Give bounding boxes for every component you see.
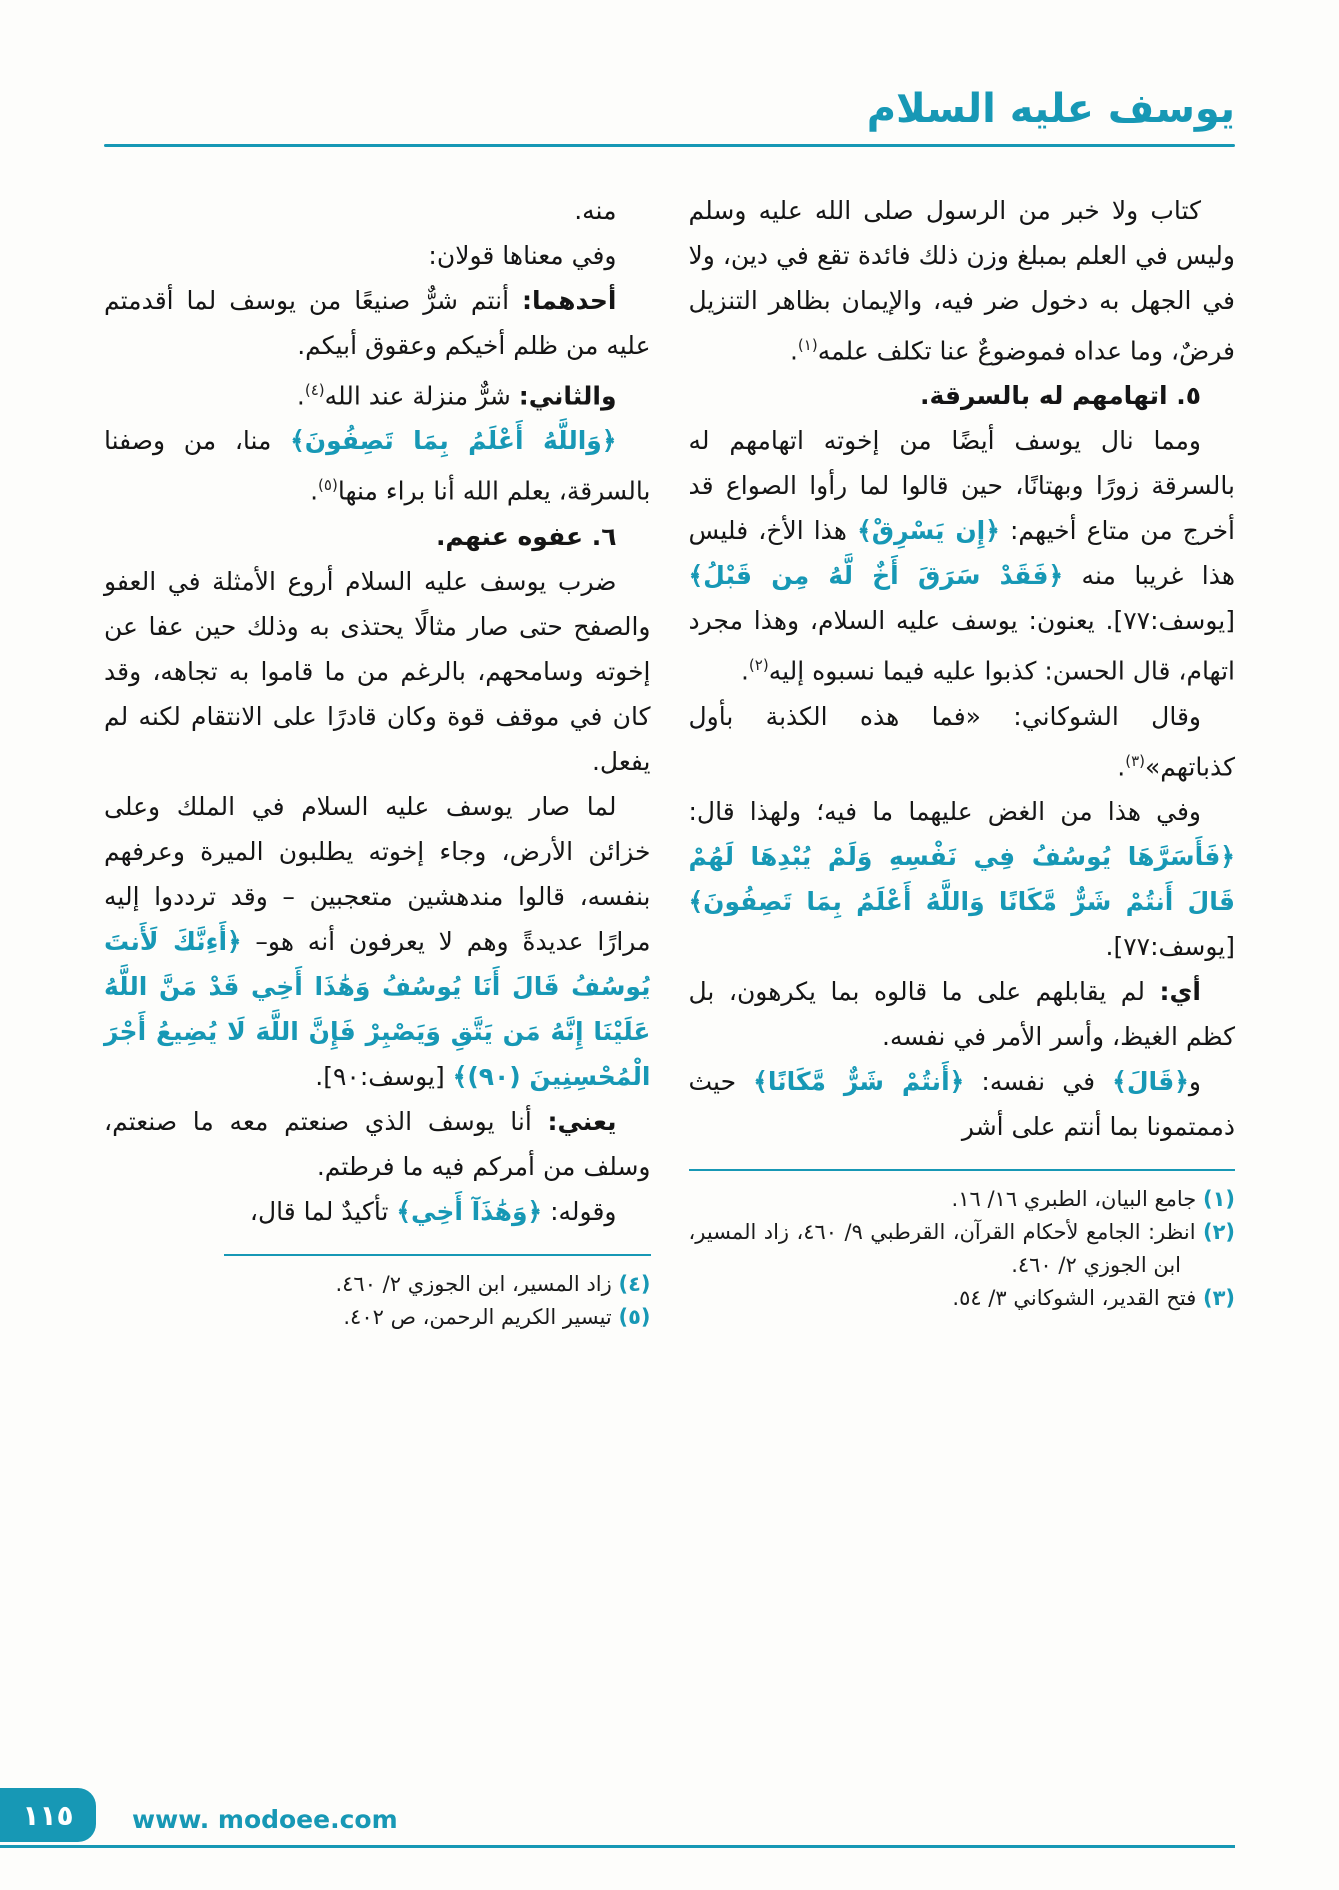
- page-content: [104, 188, 1235, 1750]
- paragraph: [689, 418, 1236, 693]
- paragraph: [104, 784, 651, 1099]
- footnote-ref: (٢): [748, 656, 769, 675]
- footnote-ref: (٣): [1125, 751, 1145, 770]
- paragraph: [104, 188, 651, 233]
- text-run: منه.: [574, 196, 617, 225]
- footnote-ref: (٤): [304, 381, 325, 399]
- section-heading: [689, 373, 1236, 418]
- page-number: ١١٥: [22, 1798, 74, 1832]
- footnote: [689, 1282, 1236, 1315]
- footnote-number: (٣): [1202, 1285, 1235, 1310]
- footnote-list-left: [104, 1268, 651, 1334]
- footnote-number: (٢): [1202, 1219, 1236, 1244]
- footnote-text: تيسير الكريم الرحمن، ص ٤٠٢.: [343, 1304, 619, 1329]
- page-number-badge: [0, 1788, 96, 1842]
- chapter-title: يوسف عليه السلام: [866, 86, 1235, 132]
- quran-verse: ﴿فَقَدْ سَرَقَ أَخٌ لَّهُ مِن قَبْلُ﴾: [688, 561, 1064, 591]
- text-run: .: [789, 336, 798, 366]
- text-run: و: [1188, 1066, 1201, 1096]
- footnote-number: (٤): [618, 1271, 651, 1296]
- paragraph: [104, 1099, 651, 1189]
- quran-verse: ﴿أَنتُمْ شَرٌّ مَّكَانًا﴾: [753, 1066, 965, 1096]
- paragraph: [689, 1059, 1236, 1149]
- text-run: في نفسه:: [964, 1066, 1113, 1096]
- footnote-text: انظر: الجامع لأحكام القرآن، القرطبي ٩/ ٤٦٠، زاد المسير، ابن الجوزي ٢/ ٤٦٠.: [688, 1219, 1203, 1277]
- paragraph: [104, 368, 651, 418]
- paragraph: [689, 188, 1236, 373]
- footnote-text: جامع البيان، الطبري ١٦/ ١٦.: [951, 1186, 1203, 1211]
- text-run: لما صار يوسف عليه السلام في الملك وعلى خزائن الأرض، وجاء إخوته يطلبون الميرة وعرفهم بنفسه، قالوا مندهشين متعجبين – وقد ترددوا إليه مرارًا عديدةً وهم لا يعرفون أنه هو–: [104, 791, 651, 956]
- text-run: والثاني:: [518, 381, 617, 411]
- paragraph: [104, 1189, 651, 1234]
- header-divider: [104, 144, 1235, 147]
- text-run: أحدهما:: [521, 286, 617, 315]
- footnote-number: (٥): [618, 1304, 651, 1329]
- text-run: أي:: [1159, 976, 1201, 1006]
- footnote-number: (١): [1202, 1186, 1235, 1211]
- quran-verse: ﴿قَالَ﴾: [1112, 1066, 1189, 1096]
- text-run: ٦. عفوه عنهم.: [435, 521, 617, 551]
- quran-verse: ﴿إِن يَسْرِقْ﴾: [857, 516, 1000, 546]
- column-left-body: [104, 188, 651, 1234]
- quran-verse: ﴿وَهَٰذَآ أَخِي﴾: [396, 1196, 543, 1226]
- text-run: ضرب يوسف عليه السلام أروع الأمثلة في العفو والصفح حتى صار مثالًا يحتذى به وذلك حين عفا عن إخوته وسامحهم، بالرغم من ما قاموا به تجاهه، وقد كان في موقف قوة وكان قادرًا على الانتقام لكنه لم يفعل.: [104, 566, 651, 776]
- column-right-body: [689, 188, 1236, 1149]
- text-run: .: [1117, 751, 1126, 781]
- text-run: لم يقابلهم على ما قالوه بما يكرهون، بل كظم الغيظ، وأسر الأمر في نفسه.: [688, 976, 1235, 1051]
- text-run: .: [740, 656, 749, 686]
- footnote-list-right: [689, 1183, 1236, 1315]
- text-run: هذا الأخ، فليس هذا غريبا منه: [688, 516, 1235, 591]
- footnote: [104, 1301, 651, 1334]
- paragraph: [104, 233, 651, 278]
- text-run: حيث ذممتمونا بما أنتم على أشر: [688, 1066, 1235, 1141]
- paragraph: [104, 418, 651, 513]
- text-run: وقوله:: [542, 1196, 617, 1226]
- text-run: [يوسف:٩٠].: [315, 1061, 453, 1091]
- paragraph: [689, 969, 1236, 1059]
- text-run: ومما نال يوسف أيضًا من إخوته اتهامهم له بالسرقة زورًا وبهتانًا، حين قالوا لما رأوا الصواع قد أخرج من متاع أخيهم:: [688, 426, 1236, 546]
- footnote-ref: (٥): [318, 476, 338, 495]
- text-run: ٥. اتهامهم له بالسرقة.: [919, 381, 1201, 411]
- website-url: www. modoee.com: [132, 1805, 398, 1834]
- text-run: [يوسف:٧٧]. يعنون: يوسف عليه السلام، وهذا مجرد اتهام، قال الحسن: كذبوا عليه فيما نسبوه إليه: [688, 606, 1235, 686]
- text-run: منا، من وصفنا بالسرقة، يعلم الله أنا براء منها: [104, 426, 651, 506]
- footnotes-right: [689, 1169, 1236, 1315]
- text-run: تأكيدٌ لما قال،: [249, 1196, 397, 1226]
- footnote: [689, 1183, 1236, 1216]
- text-run: وفي هذا من الغض عليهما ما فيه؛ ولهذا قال:: [688, 796, 1201, 826]
- footnote: [104, 1268, 651, 1301]
- paragraph: [689, 694, 1236, 789]
- text-run: أنا يوسف الذي صنعتم معه ما صنعتم، وسلف من أمركم فيه ما فرطتم.: [104, 1106, 651, 1181]
- quran-verse: ﴿وَاللَّهُ أَعْلَمُ بِمَا تَصِفُونَ﴾: [290, 426, 617, 456]
- footnote-text: زاد المسير، ابن الجوزي ٢/ ٤٦٠.: [335, 1271, 619, 1296]
- text-run: يعني:: [547, 1106, 617, 1136]
- page-header: [104, 86, 1235, 147]
- column-right: [689, 188, 1236, 1750]
- quran-verse: ﴿فَأَسَرَّهَا يُوسُفُ فِي نَفْسِهِ وَلَمْ يُبْدِهَا لَهُمْ قَالَ أَنتُمْ شَرٌّ مَّكَانًا وَاللَّهُ أَعْلَمُ بِمَا تَصِفُونَ﴾: [688, 841, 1235, 916]
- section-heading: [104, 514, 651, 559]
- footnote-divider-right: [689, 1169, 1236, 1171]
- footnote: [689, 1216, 1236, 1282]
- text-run: كتاب ولا خبر من الرسول صلى الله عليه وسلم وليس في العلم بمبلغ وزن ذلك فائدة تقع في دين، ولا في الجهل به دخول ضر فيه، والإيمان بظاهر التنزيل فرضٌ، وما عداه فموضوعٌ عنا تكلف علمه: [688, 196, 1235, 366]
- text-run: أنتم شرٌّ صنيعًا من يوسف لما أقدمتم عليه من ظلم أخيكم وعقوق أبيكم.: [104, 286, 651, 360]
- footnotes-left: [104, 1254, 651, 1334]
- text-run: وفي معناها قولان:: [428, 241, 617, 270]
- paragraph: [104, 278, 651, 368]
- quran-verse: ﴿أَءِنَّكَ لَأَنتَ يُوسُفُ قَالَ أَنَا يُوسُفُ وَهَٰذَا أَخِي قَدْ مَنَّ اللَّهُ عَلَيْنَا إِنَّهُ مَن يَتَّقِ وَيَصْبِرْ فَإِنَّ اللَّهَ لَا يُضِيعُ أَجْرَ الْمُحْسِنِينَ (٩٠)﴾: [104, 926, 651, 1091]
- footer-divider: [0, 1845, 1235, 1848]
- footnote-text: فتح القدير، الشوكاني ٣/ ٥٤.: [952, 1285, 1203, 1310]
- text-run: شرٌّ منزلة عند الله: [324, 381, 519, 411]
- text-run: وقال الشوكاني: «فما هذه الكذبة بأول كذباتهم»: [688, 701, 1235, 781]
- footnote-divider-left: [224, 1254, 650, 1256]
- text-run: .: [310, 476, 319, 506]
- text-run: [يوسف:٧٧].: [1105, 931, 1235, 961]
- text-run: .: [296, 381, 305, 411]
- paragraph: [689, 789, 1236, 969]
- footnote-ref: (١): [797, 336, 818, 354]
- column-left: [104, 188, 651, 1750]
- paragraph: [104, 559, 651, 784]
